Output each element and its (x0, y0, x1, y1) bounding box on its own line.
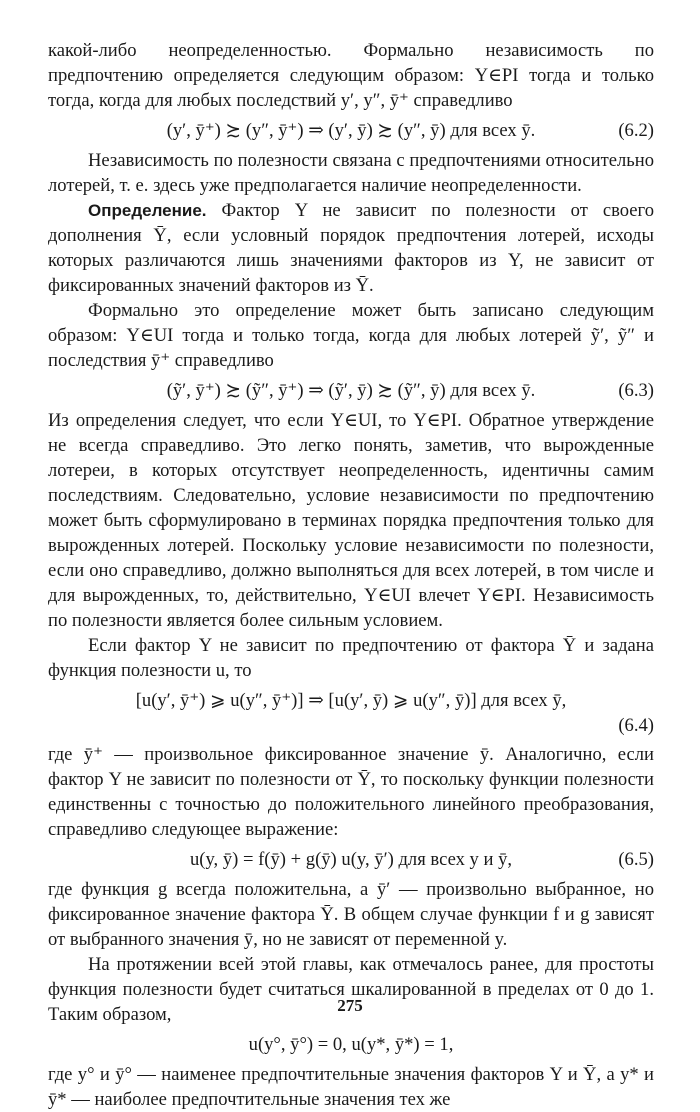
equation-6-4-formula: [u(y′, ȳ⁺) ⩾ u(y″, ȳ⁺)] ⇒ [u(y′, ȳ) ⩾ u(y″, ȳ)] для всех ȳ, (135, 690, 567, 711)
definition-paragraph (48, 198, 654, 298)
equation-6-3-label: (6.3) (618, 380, 654, 401)
equation-6-5-formula: u(y, ȳ) = f(ȳ) + g(ȳ) u(y, ȳ′) для всех y и ȳ, (189, 849, 513, 870)
equation-6-2-formula: (y′, ȳ⁺) ≿ (y″, ȳ⁺) ⇒ (y′, ȳ) ≿ (y″, ȳ) для всех ȳ. (166, 120, 536, 141)
equation-6-5 (48, 847, 654, 872)
definition-text: Фактор Y не зависит по полезности от своего дополнения Ȳ, если условный порядок предпочтения лотерей, исходы которых различаются лишь значениями факторов из Y, не зависит от фиксированных значений факторов из Ȳ. (48, 200, 654, 296)
equation-6-4 (48, 688, 654, 713)
paragraph-7: где ȳ⁺ — произвольное фиксированное значение ȳ. Аналогично, если фактор Y не зависит по полезности от Ȳ, то поскольку функции полезности единственны с точностью до положительного линейного преобразования, справедливо следующее выражение: (48, 744, 654, 840)
paragraph-4: Формально это определение может быть записано следующим образом: Y∈UI тогда и только тогда, когда для любых лотерей ỹ′, ỹ″ и последствия ȳ⁺ справедливо (48, 300, 654, 371)
paragraph-6: Если фактор Y не зависит по предпочтению от фактора Ȳ и задана функция полезности u, то (48, 635, 654, 681)
equation-6-2-label: (6.2) (618, 120, 654, 141)
equation-6-5-label: (6.5) (618, 849, 654, 870)
equation-scaling-formula: u(y°, ȳ°) = 0, u(y*, ȳ*) = 1, (248, 1034, 454, 1055)
definition-heading: Определение. (88, 201, 207, 220)
equation-6-4-label: (6.4) (618, 715, 654, 736)
page-number: 275 (337, 996, 363, 1015)
paragraph-10: где y° и ȳ° — наименее предпочтительные значения факторов Y и Ȳ, а y* и ȳ* — наиболее предпочтительные значения тех же (48, 1064, 654, 1110)
book-page (48, 38, 654, 1112)
paragraph-2: Независимость по полезности связана с предпочтениями относительно лотерей, т. е. здесь уже предполагается наличие неопределенности. (48, 150, 654, 196)
equation-scaling (48, 1032, 654, 1057)
paragraph-1: какой-либо неопределенностью. Формально независимость по предпочтению определяется следующим образом: Y∈PI тогда и только тогда, когда для любых последствий y′, y″, ȳ⁺ справедливо (48, 40, 654, 111)
paragraph-8: где функция g всегда положительна, а ȳ′ — произвольно выбранное, но фиксированное значение фактора Ȳ. В общем случае функции f и g зависят от выбранного значения ȳ, но не зависят от переменной y. (48, 879, 654, 950)
paragraph-9: На протяжении всей этой главы, как отмечалось ранее, для простоты функция полезности будет считаться шкалированной в пределах от 0 до 1. Таким образом, (48, 954, 654, 1025)
paragraph-5: Из определения следует, что если Y∈UI, то Y∈PI. Обратное утверждение не всегда справедливо. Это легко понять, заметив, что вырожденные лотереи, в которых отсутствует неопределенность, идентичны самим последствиям. Следовательно, условие независимости по предпочтению может быть сформулировано в терминах порядка предпочтения только для вырожденных лотерей. Поскольку условие независимости по полезности, если оно справедливо, должно выполняться для всех лотерей, в том числе и для вырожденных, то, действительно, Y∈UI влечет Y∈PI. Независимость по полезности является более сильным условием. (48, 410, 654, 631)
equation-6-2 (48, 118, 654, 143)
equation-6-3-formula: (ỹ′, ȳ⁺) ≿ (ỹ″, ȳ⁺) ⇒ (ỹ′, ȳ) ≿ (ỹ″, ȳ) для всех ȳ. (166, 380, 536, 401)
equation-6-3 (48, 378, 654, 403)
